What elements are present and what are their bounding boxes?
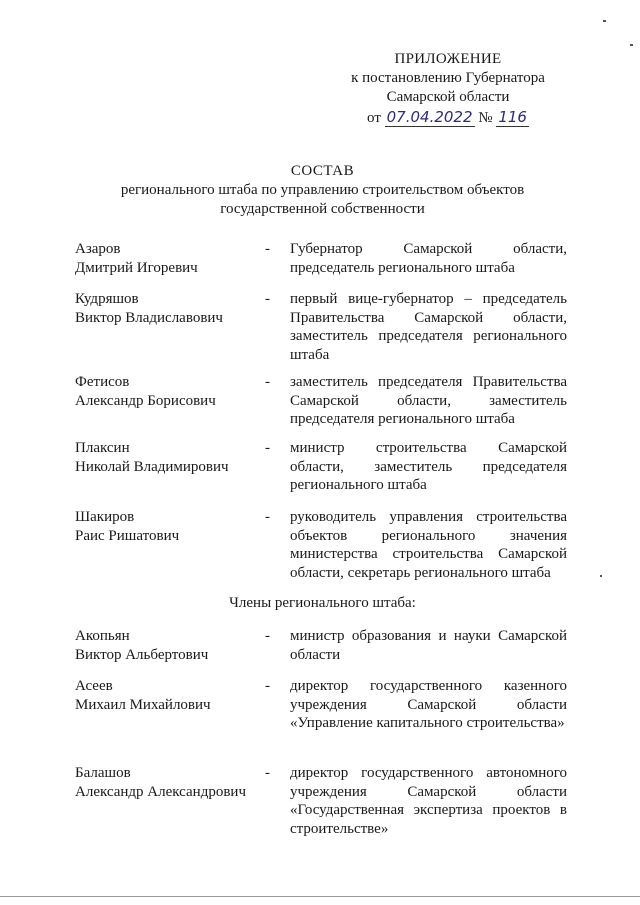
title-main: СОСТАВ xyxy=(290,163,355,179)
member-surname: Шакиров xyxy=(75,509,135,525)
scan-edge-line xyxy=(0,896,640,897)
member-name xyxy=(75,508,255,545)
member-given-name: Николай Владимирович xyxy=(75,458,229,475)
member-role: министр образования и науки Самарской области xyxy=(290,628,567,663)
member-surname: Азаров xyxy=(75,241,121,257)
appendix-heading: ПРИЛОЖЕНИЕ xyxy=(394,51,502,67)
appendix-dateline xyxy=(328,108,568,128)
scan-speck xyxy=(603,20,606,22)
scan-speck xyxy=(630,44,633,46)
member-surname: Фетисов xyxy=(75,374,130,390)
handwritten-number: 116 xyxy=(498,108,527,126)
member-name xyxy=(75,240,255,277)
number-prefix: № xyxy=(478,110,493,126)
member-surname: Асеев xyxy=(75,678,113,694)
document-title xyxy=(70,162,575,219)
scan-speck xyxy=(600,575,602,577)
member-surname: Балашов xyxy=(75,765,131,781)
member-given-name: Александр Александрович xyxy=(75,783,246,800)
member-dash: - xyxy=(265,440,270,456)
title-line-2: государственной собственности xyxy=(220,201,425,217)
appendix-line-1: к постановлению Губернатора xyxy=(351,70,545,86)
member-name xyxy=(75,373,255,410)
member-name xyxy=(75,677,255,714)
member-name xyxy=(75,627,255,664)
member-role: Губернатор Самарской области, председатель регионального штаба xyxy=(290,241,567,276)
member-dash: - xyxy=(265,241,270,257)
member-role: директор государственного казенного учреждения Самарской области «Управление капитального строительства» xyxy=(290,678,567,731)
member-role: руководитель управления строительства объектов регионального значения министерства строительства Самарской области, секретарь регионального штаба xyxy=(290,509,567,581)
member-role: первый вице-губернатор – председатель Правительства Самарской области, заместитель председателя регионального штаба xyxy=(290,291,567,363)
member-role: директор государственного автономного учреждения Самарской области «Государственная экспертиза проектов в строительстве» xyxy=(290,765,567,837)
date-prefix: от xyxy=(367,110,381,126)
appendix-header xyxy=(328,50,568,128)
member-name xyxy=(75,439,255,476)
member-name xyxy=(75,290,255,327)
member-dash: - xyxy=(265,374,270,390)
member-given-name: Михаил Михайлович xyxy=(75,696,211,713)
member-dash: - xyxy=(265,628,270,644)
member-given-name: Раис Ришатович xyxy=(75,527,180,544)
title-line-1: регионального штаба по управлению строительством объектов xyxy=(120,182,525,198)
member-role: заместитель председателя Правительства Самарской области, заместитель председателя регионального штаба xyxy=(290,374,567,427)
appendix-line-2: Самарской области xyxy=(386,89,510,105)
member-given-name: Виктор Владиславович xyxy=(75,309,223,326)
members-heading: Члены регионального штаба: xyxy=(229,595,416,611)
member-given-name: Александр Борисович xyxy=(75,392,216,409)
member-surname: Кудряшов xyxy=(75,291,139,307)
member-given-name: Дмитрий Игоревич xyxy=(75,259,198,276)
member-dash: - xyxy=(265,291,270,307)
member-dash: - xyxy=(265,678,270,694)
member-name xyxy=(75,764,255,801)
member-given-name: Виктор Альбертович xyxy=(75,646,209,663)
member-dash: - xyxy=(265,509,270,525)
handwritten-date: 07.04.2022 xyxy=(386,108,473,126)
member-surname: Акопьян xyxy=(75,628,130,644)
member-surname: Плаксин xyxy=(75,440,130,456)
member-role: министр строительства Самарской области, заместитель председателя регионального штаба xyxy=(290,440,567,493)
member-dash: - xyxy=(265,765,270,781)
